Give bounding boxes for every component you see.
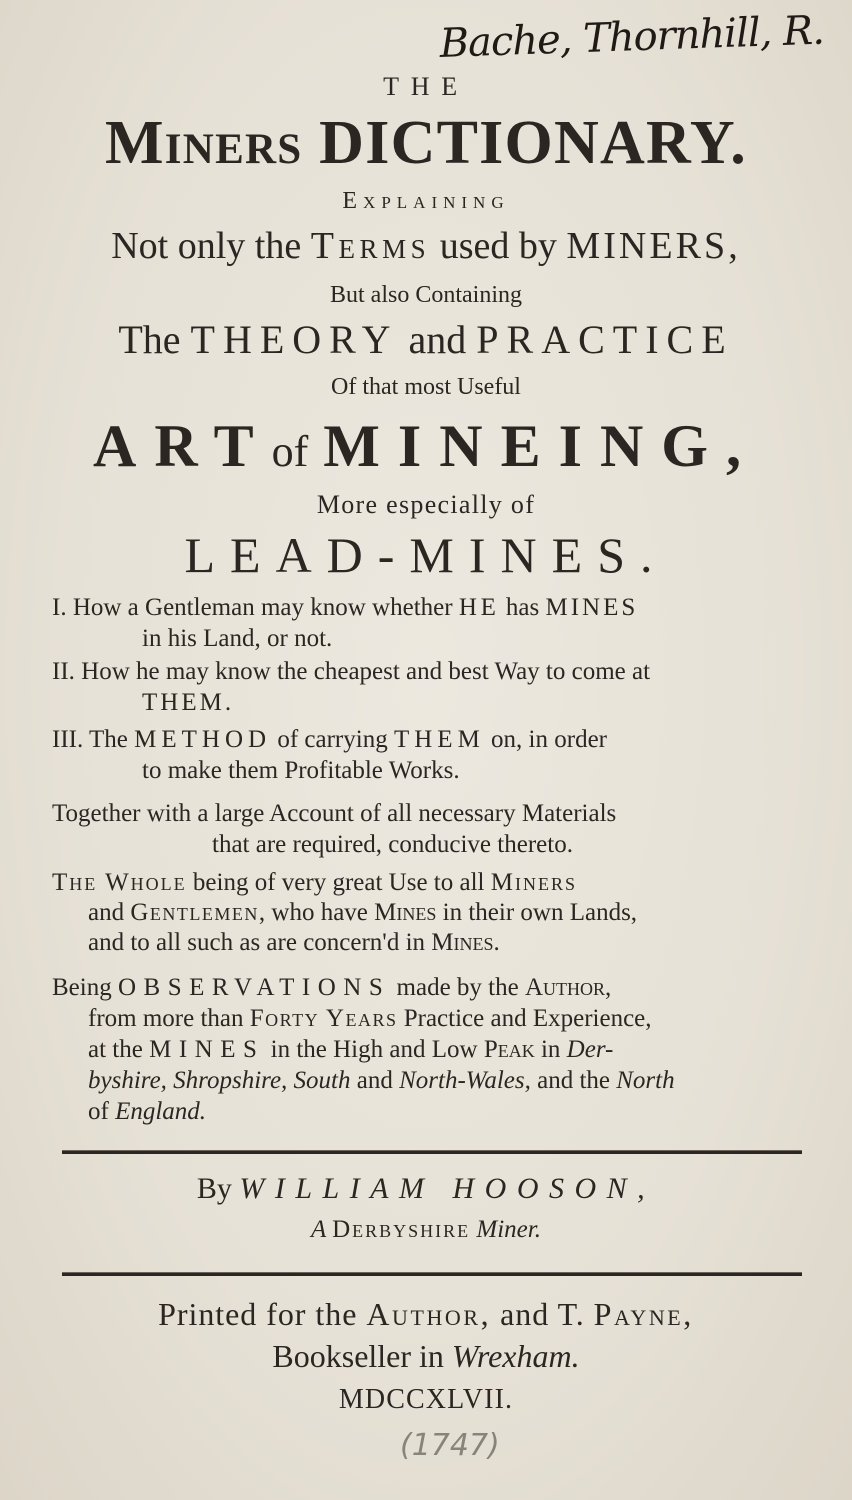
being-peak: Peak [483,1036,535,1063]
item-number: I. [52,594,67,621]
being-paragraph [52,972,812,1127]
imprint-wrexham: Wrexham. [451,1338,580,1374]
author-name: WILLIAM HOOSON, [239,1172,656,1205]
of-text: of [271,427,309,476]
whole-paragraph [52,868,812,958]
together-line-2: that are required, conducive thereto. [212,831,573,858]
being-text: and the [530,1067,617,1094]
item-continuation: THEM. [142,689,235,716]
together-line-1: Together with a large Account of all necessary Materials [52,800,617,827]
theory-text: THEORY [190,317,399,362]
of-that-line: Of that most Useful [331,374,521,400]
title-text: Miners DICTIONARY. [105,109,747,177]
not-only-line [0,224,852,268]
imprint-text: and T. [491,1296,594,1332]
item-3 [52,724,607,786]
explaining-line: Explaining [342,188,510,214]
miners-text: MINERS, [566,225,741,267]
being-line-4 [52,1065,812,1096]
being-north: North [616,1067,675,1094]
divider-rule [62,1150,802,1154]
whole-mines-2: Mines [431,929,494,956]
item-text: on, in order [484,726,607,753]
whole-lead: The Whole [52,869,187,896]
being-england: England. [115,1098,207,1125]
being-line-5 [52,1096,812,1127]
whole-text: and to all such as are concern'd in [88,929,432,956]
being-observations: OBSERVATIONS [117,974,391,1001]
art-text: ART [93,413,272,479]
author-description [0,1216,852,1244]
author-line [0,1172,852,1206]
being-text: of [88,1098,116,1125]
item-continuation: to make them Profitable Works. [142,757,460,784]
item-method: METHOD [134,726,272,753]
being-author: Author, [524,974,612,1001]
imprint-line-1 [0,1296,852,1333]
the-text: The [118,317,191,362]
whole-gentlemen: Gentlemen [130,899,259,926]
lead-mines-line: LEAD-MINES. [184,527,668,583]
being-forty-years: Forty Years [249,1005,398,1032]
being-text: Being [52,974,118,1001]
page-title [0,108,852,179]
practice-text: PRACTICE [476,317,734,362]
whole-line-3 [52,928,812,958]
being-text: in the High and Low [264,1036,484,1063]
imprint-author: Author, [366,1296,492,1332]
terms-text: Terms [310,225,431,267]
item-number: II. [52,658,75,685]
item-number: III. [52,726,84,753]
theory-line [0,316,852,363]
but-also-line: But also Containing [330,282,522,308]
whole-text: being of very great Use to all [186,869,491,896]
being-derby: Der- [566,1036,614,1063]
art-line [0,412,852,481]
item-2 [52,656,650,718]
being-text: made by the [390,974,525,1001]
item-text: How a Gentleman may know whether [66,594,459,621]
whole-mines: Mines [374,899,437,926]
item-text: has [499,594,546,621]
imprint-text: Bookseller in [272,1338,452,1374]
whole-text: , who have [258,899,375,926]
divider-rule [62,1272,802,1276]
being-text: Practice and Experience, [397,1005,652,1032]
being-places: byshire, Shropshire, South [88,1067,351,1094]
item-mines: MINES [545,594,639,621]
item-he: HE [458,594,500,621]
being-text: in [534,1036,567,1063]
imprint-date: MDCCXLVII. [338,1384,514,1415]
together-paragraph [52,798,812,860]
item-text: of carrying [271,726,394,753]
item-1 [52,592,638,654]
being-north-wales: North-Wales, [399,1067,531,1094]
being-text: at the [88,1036,150,1063]
more-especially-line: More especially of [316,490,536,519]
item-continuation: in his Land, or not. [142,625,333,652]
item-text: The [83,726,135,753]
by-text: By [196,1172,240,1205]
item-text: How he may know the cheapest and best Way to come at [74,658,651,685]
pencil-annotation: (1747) [400,1428,500,1463]
used-by-text: used by [430,225,567,267]
whole-line-2 [52,898,812,928]
item-them: THEM [393,726,485,753]
imprint-text: Printed for the [158,1296,367,1332]
being-line-2 [52,1003,812,1034]
a-text: A [311,1216,333,1243]
being-text: from more than [88,1005,250,1032]
being-mines: MINES [149,1036,265,1063]
whole-miners: Miners [490,869,577,896]
handwritten-signature: Bache, Thornhill, R. [438,7,825,67]
derbyshire-text: Derbyshire [332,1216,471,1243]
and-text: and [398,317,477,362]
imprint-line-2 [0,1338,852,1375]
being-text: and [350,1067,400,1094]
imprint-payne: Payne, [593,1296,694,1332]
whole-text: . [493,929,500,956]
being-line-3 [52,1034,812,1065]
miner-text: Miner. [470,1216,541,1243]
mineing-text: MINEING, [323,413,759,479]
whole-text: and [88,899,131,926]
title-article: THE [383,72,469,101]
whole-text: in their own Lands, [436,899,638,926]
not-only-text: Not only the [111,225,311,267]
